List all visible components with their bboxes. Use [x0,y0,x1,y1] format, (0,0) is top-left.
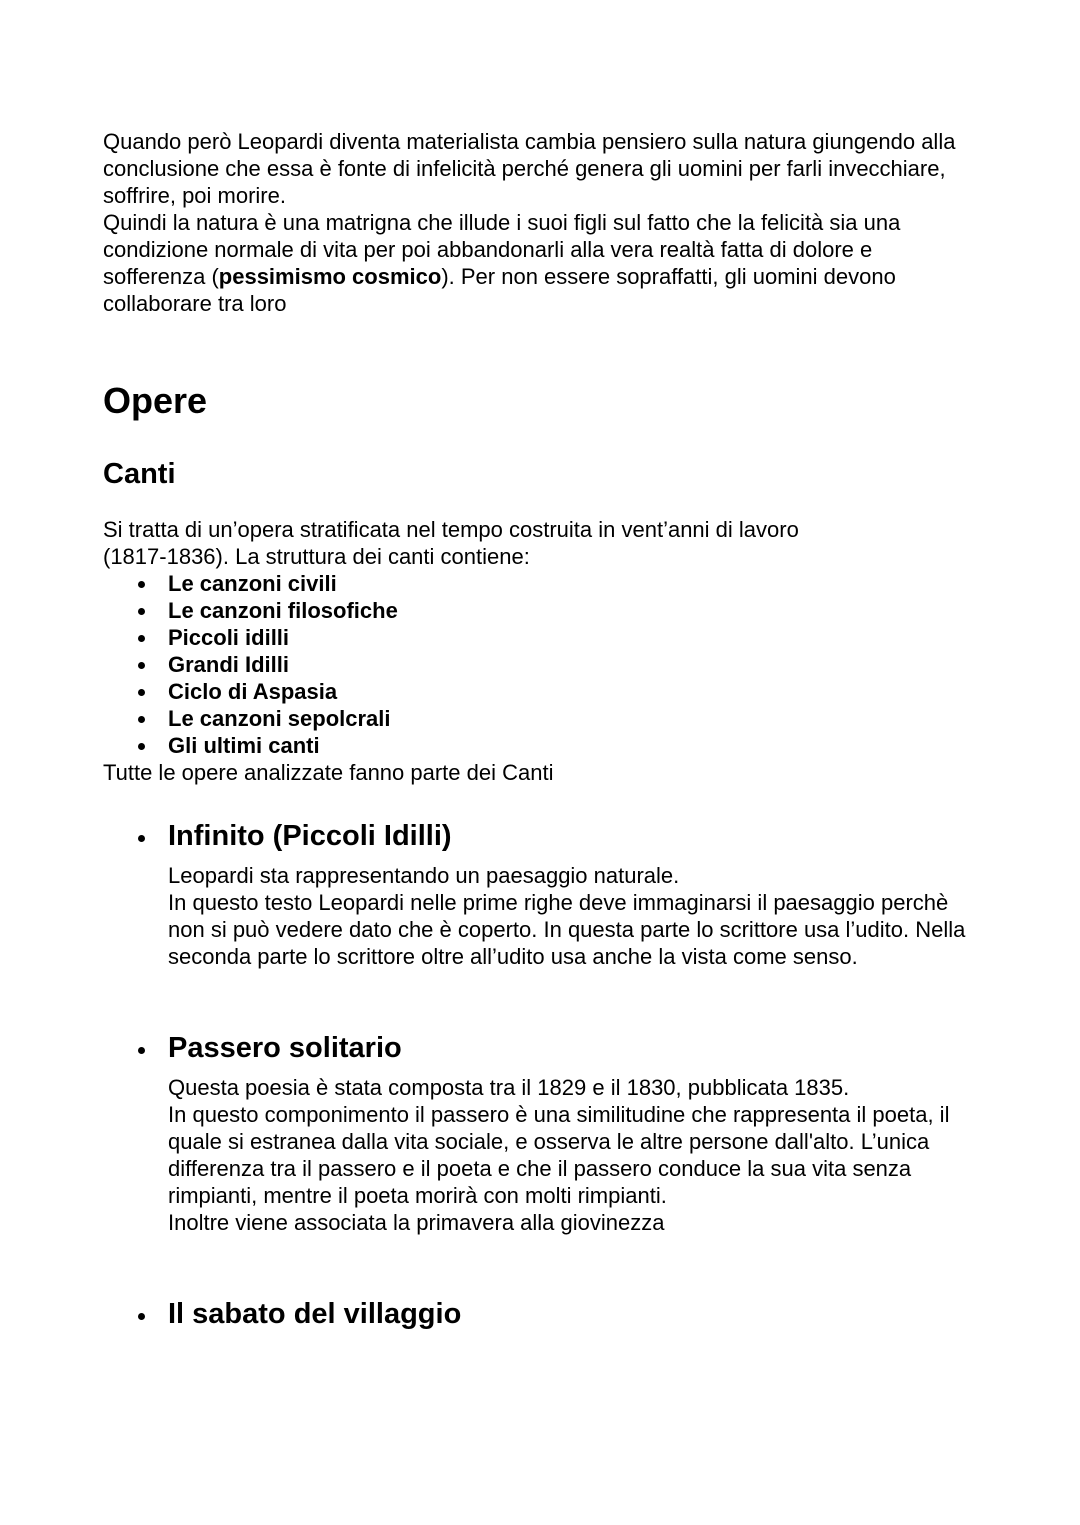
list-item-label: Piccoli idilli [168,625,290,650]
list-item-label: Ciclo di Aspasia [168,679,338,704]
canti-intro-line-1: Si tratta di un’opera stratificata nel tempo costruita in vent’anni di lavoro [103,517,799,542]
paragraph-matrigna [103,209,963,317]
bullet-icon [138,716,145,723]
heading-canti: Canti [103,458,176,490]
intro-paragraph-block [103,128,963,317]
canti-closing: Tutte le opere analizzate fanno parte dei Canti [103,760,554,785]
paragraph-materialism: Quando però Leopardi diventa materialista cambia pensiero sulla natura giungendo alla conclusione che essa è fonte di infelicità perché genera gli uomini per farli invecchiare, soffrire, poi morire. [103,129,956,208]
paragraph-matrigna-pre: Quindi la natura è una matrigna che illude i suoi figli sul fatto che la felicità sia una condizione normale di vita per poi abbandonarli alla vera realtà fatta di dolore e sofferenza ( [103,210,901,289]
list-item-label: Grandi Idilli [168,652,290,677]
section-line: Leopardi sta rappresentando un paesaggio naturale. [168,863,680,888]
list-item [103,570,983,597]
list-item [103,624,983,651]
list-item [103,678,983,705]
list-item [103,732,983,759]
bullet-icon [138,689,145,696]
paragraph-matrigna-post: ). Per non essere sopraffatti, gli uomini devono collaborare tra loro [103,264,896,316]
term-pessimismo-cosmico: pessimismo cosmico [218,264,442,289]
heading-opere: Opere [103,380,208,421]
bullet-icon [138,662,145,669]
list-item-label: Le canzoni filosofiche [168,598,398,623]
list-item [103,705,983,732]
canti-structure-list [103,570,983,759]
section-body-passero [168,1074,988,1236]
section-line: In questo testo Leopardi nelle prime righe deve immaginarsi il paesaggio perchè non si può vedere dato che è coperto. In questa parte lo scrittore usa l’udito. Nella seconda parte lo scrittore oltre all’udito usa anche la vista come senso. [168,890,966,969]
bullet-icon [138,1047,145,1054]
section-title-infinito: Infinito (Piccoli Idilli) [168,820,452,852]
canti-intro-line-2: (1817-1836). La struttura dei canti contiene: [103,544,530,569]
list-item [103,597,983,624]
list-item [103,651,983,678]
bullet-icon [138,581,145,588]
section-title-passero: Passero solitario [168,1032,402,1064]
section-title-sabato: Il sabato del villaggio [168,1298,462,1330]
section-body-infinito [168,862,988,970]
bullet-icon [138,608,145,615]
canti-intro [103,516,983,786]
list-item-label: Le canzoni civili [168,571,337,596]
section-line: Inoltre viene associata la primavera alla giovinezza [168,1210,665,1235]
bullet-icon [138,1313,145,1320]
bullet-icon [138,635,145,642]
bullet-icon [138,743,145,750]
section-line: In questo componimento il passero è una similitudine che rappresenta il poeta, il quale si estranea dalla vita sociale, e osserva le altre persone dall'alto. L’unica differenza tra il passero e il poeta e che il passero conduce la sua vita senza rimpianti, mentre il poeta morirà con molti rimpianti. [168,1102,950,1208]
list-item-label: Gli ultimi canti [168,733,320,758]
section-line: Questa poesia è stata composta tra il 1829 e il 1830, pubblicata 1835. [168,1075,850,1100]
list-item-label: Le canzoni sepolcrali [168,706,391,731]
bullet-icon [138,835,145,842]
